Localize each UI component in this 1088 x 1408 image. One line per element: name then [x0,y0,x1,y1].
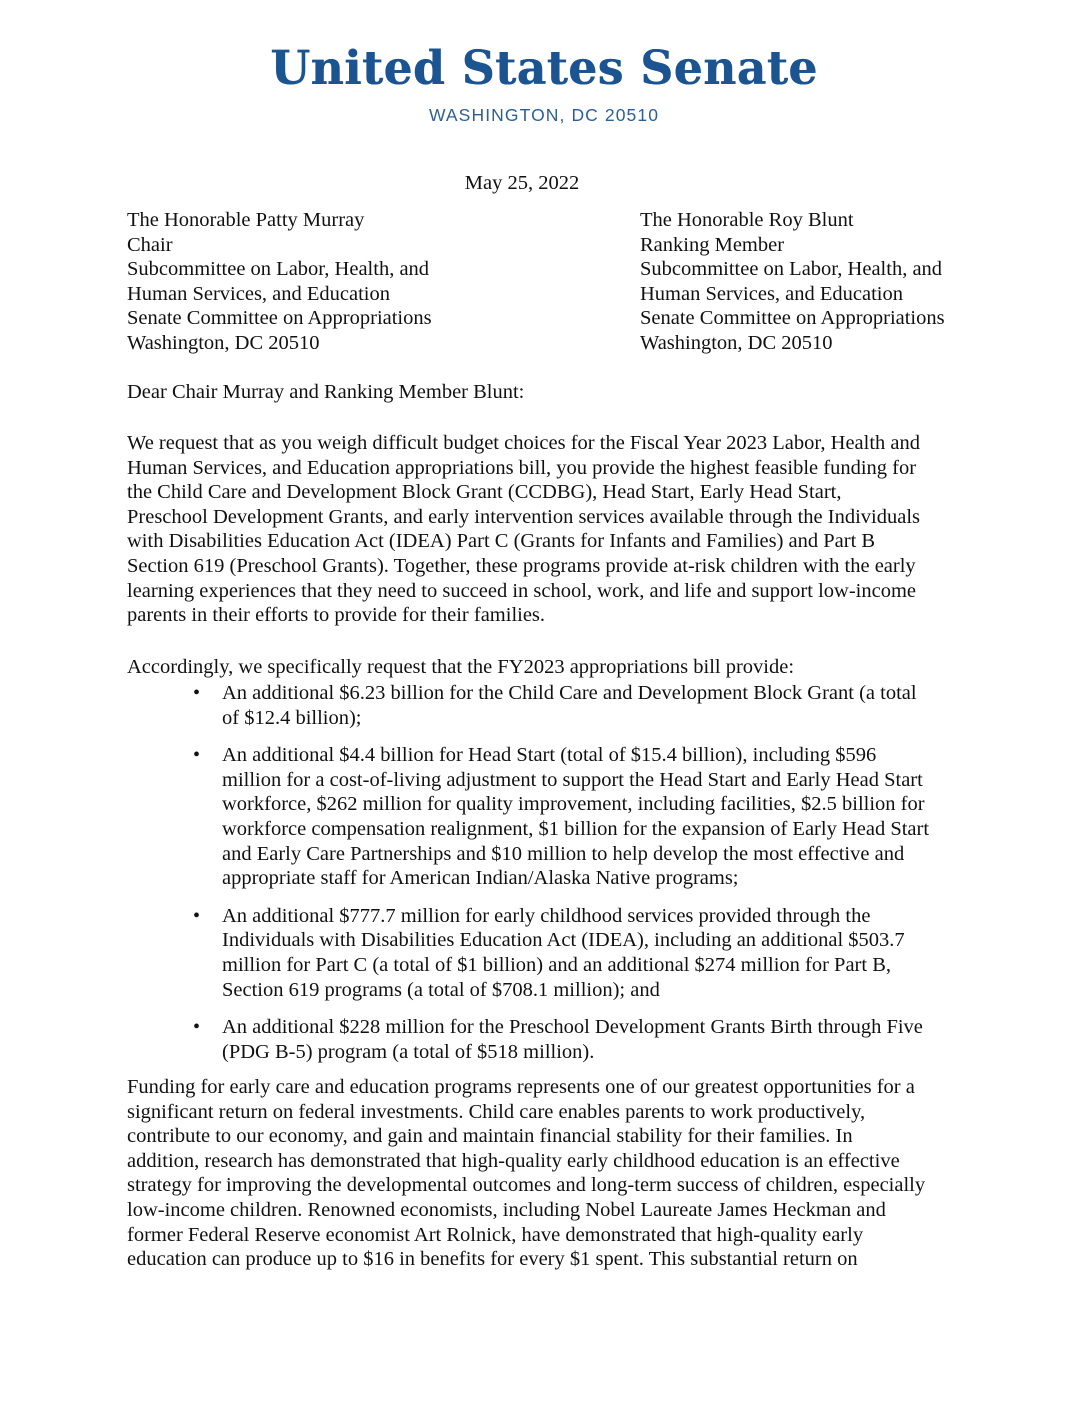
text-line: strategy for improving the developmental outcomes and long-term success of children, especially [127,1174,926,1197]
addressee-murray-committee: Senate Committee on Appropriations [127,307,432,330]
list-item [127,1015,967,1064]
text-line: (PDG B-5) program (a total of $518 million). [222,1040,595,1063]
text-line: learning experiences that they need to succeed in school, work, and life and support low-income [127,579,916,602]
addressee-blunt-role: Ranking Member [640,233,785,256]
text-line: Human Services, and Education appropriations bill, you provide the highest feasible funding for [127,456,917,479]
bullet-icon: • [193,682,201,704]
text-line: million for a cost-of-living adjustment to support the Head Start and Early Head Start [222,768,923,791]
text-line: An additional $777.7 million for early childhood services provided through the [222,904,871,927]
addressee-murray [127,208,640,356]
bullet-icon: • [193,744,201,767]
bullet-icon: • [193,1016,201,1039]
addressee-murray-subcommittee-1: Subcommittee on Labor, Health, and [127,258,430,281]
addressee-block [127,208,967,356]
addressee-blunt-subcommittee-2: Human Services, and Education [640,282,904,305]
text-line: Funding for early care and education programs represents one of our greatest opportunities for a [127,1076,915,1098]
addressee-blunt-committee: Senate Committee on Appropriations [640,307,945,330]
addressee-murray-role: Chair [127,233,173,256]
addressee-blunt-subcommittee-1: Subcommittee on Labor, Health, and [640,258,943,281]
text-line: addition, research has demonstrated that high-quality early childhood education is an effective [127,1149,900,1172]
list-item [127,681,967,730]
letter-date: May 25, 2022 [464,172,580,194]
text-line: contribute to our economy, and gain and maintain financial stability for their families. In [127,1125,853,1148]
list-item [127,743,967,891]
text-line: An additional $6.23 billion for the Child Care and Development Block Grant (a total [222,682,917,704]
addressee-blunt-name: The Honorable Roy Blunt [640,209,854,231]
text-line: We request that as you weigh difficult budget choices for the Fiscal Year 2023 Labor, Health and [127,432,921,454]
appropriations-request-list [127,681,967,1077]
bullet-icon: • [193,904,201,927]
text-line: significant return on federal investments. Child care enables parents to work productively, [127,1100,866,1123]
paragraph-request [127,431,967,628]
text-line: Individuals with Disabilities Education Act (IDEA), including an additional $503.7 [222,929,905,952]
addressee-murray-subcommittee-2: Human Services, and Education [127,282,391,305]
text-line: the Child Care and Development Block Grant (CCDBG), Head Start, Early Head Start, [127,481,842,504]
addressee-murray-city: Washington, DC 20510 [127,331,320,354]
text-line: of $12.4 billion); [222,706,362,729]
senate-location-subtitle: WASHINGTON, DC 20510 [428,105,660,126]
paragraph-closing [127,1075,967,1272]
senate-title: United States Senate [270,41,818,96]
text-line: low-income children. Renowned economists, including Nobel Laureate James Heckman and [127,1198,886,1221]
addressee-murray-name: The Honorable Patty Murray [127,209,365,231]
text-line: An additional $228 million for the Preschool Development Grants Birth through Five [222,1016,923,1039]
addressee-blunt [640,208,967,356]
text-line: Section 619 (Preschool Grants). Together, these programs provide at-risk children with the early [127,554,916,577]
text-line: workforce, $262 million for quality improvement, including facilities, $2.5 billion for [222,793,925,816]
text-line: An additional $4.4 billion for Head Start (total of $15.4 billion), including $596 [222,744,877,767]
text-line: parents in their efforts to provide for their families. [127,604,546,627]
text-line: Accordingly, we specifically request that the FY2023 appropriations bill provide: [127,656,795,678]
paragraph-accordingly [127,655,967,680]
salutation: Dear Chair Murray and Ranking Member Blunt: [127,381,525,403]
text-line: Preschool Development Grants, and early intervention services available through the Individuals [127,505,921,528]
text-line: education can produce up to $16 in benefits for every $1 spent. This substantial return on [127,1248,858,1271]
text-line: million for Part C (a total of $1 billion) and an additional $274 million for Part B, [222,953,892,976]
text-line: appropriate staff for American Indian/Alaska Native programs; [222,867,739,890]
addressee-blunt-city: Washington, DC 20510 [640,331,833,354]
letterhead [0,0,1088,126]
text-line: Section 619 programs (a total of $708.1 million); and [222,978,660,1001]
list-item [127,904,967,1002]
text-line: workforce compensation realignment, $1 billion for the expansion of Early Head Start [222,817,930,840]
text-line: and Early Care Partnerships and $10 million to help develop the most effective and [222,842,905,865]
text-line: former Federal Reserve economist Art Rolnick, have demonstrated that high-quality early [127,1223,864,1246]
text-line: with Disabilities Education Act (IDEA) Part C (Grants for Infants and Families) and Part B [127,530,876,553]
